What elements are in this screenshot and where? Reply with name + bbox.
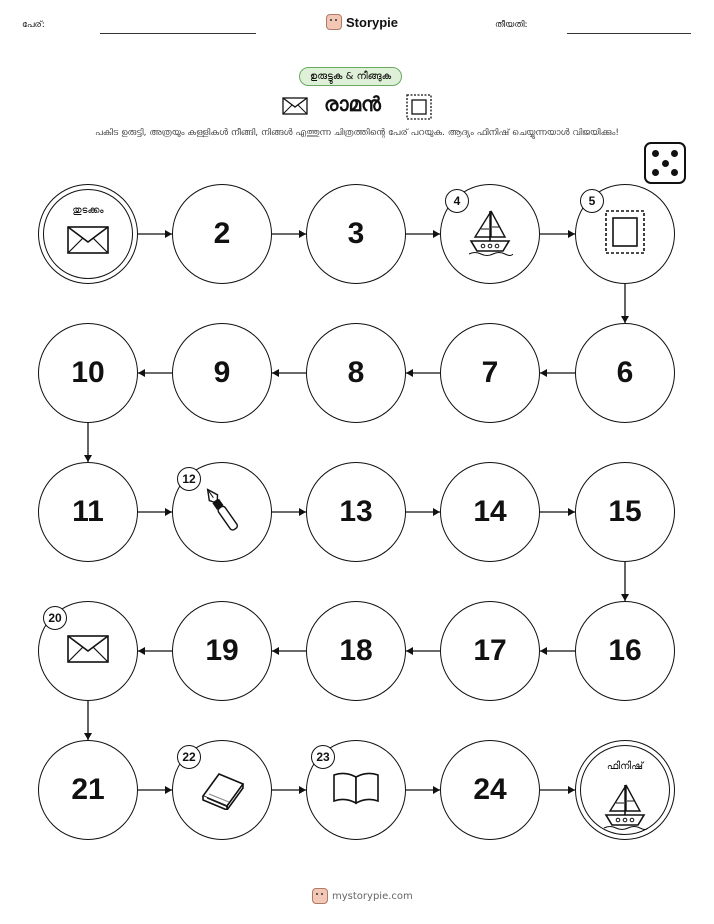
board-space-22: [172, 740, 272, 840]
arrow-5-to-6: [621, 284, 629, 323]
board-space-20: [38, 601, 138, 701]
board-space-3: [306, 184, 406, 284]
space-number: 11: [72, 495, 104, 528]
board-space-16: [575, 601, 675, 701]
board-space-13: [306, 462, 406, 562]
footer-url[interactable]: mystorypie.com: [332, 890, 413, 902]
space-number-badge: 22: [177, 745, 201, 769]
finish-space: [575, 740, 675, 840]
arrow-8-to-9: [272, 369, 306, 377]
board-space-21: [38, 740, 138, 840]
sailboat-icon: [467, 207, 513, 261]
board-space-11: [38, 462, 138, 562]
space-number: 16: [608, 634, 642, 667]
arrow-3-to-4: [406, 230, 440, 238]
stamp-icon: [603, 208, 647, 260]
arrow-11-to-12: [138, 508, 172, 516]
space-number-badge: 23: [311, 745, 335, 769]
arrow-23-to-24: [406, 786, 440, 794]
arrow-4-to-5: [540, 230, 575, 238]
name-label: പേര്:: [22, 20, 45, 30]
space-number: 13: [339, 495, 373, 528]
space-number: 21: [71, 773, 105, 806]
finish-label: ഫിനിഷ്: [606, 761, 644, 772]
arrow-22-to-23: [272, 786, 306, 794]
board-space-12: [172, 462, 272, 562]
arrow-12-to-13: [272, 508, 306, 516]
board-space-4: [440, 184, 540, 284]
arrow-18-to-19: [272, 647, 306, 655]
activity-pill: ഉരുട്ടുക & നീങ്ങുക: [299, 67, 402, 86]
board-space-10: [38, 323, 138, 423]
space-number: 17: [473, 634, 507, 667]
arrow-24-to-25: [540, 786, 575, 794]
open-book-icon: [331, 769, 381, 811]
space-number: 14: [473, 495, 507, 528]
board-space-15: [575, 462, 675, 562]
board-space-7: [440, 323, 540, 423]
space-number-badge: 20: [43, 606, 67, 630]
arrow-9-to-10: [138, 369, 172, 377]
space-number: 7: [481, 356, 499, 389]
footer: [312, 888, 413, 904]
envelope-icon: [66, 634, 110, 668]
space-number: 6: [616, 356, 634, 389]
space-number: 3: [347, 217, 365, 250]
board-space-18: [306, 601, 406, 701]
board-space-17: [440, 601, 540, 701]
board-space-5: [575, 184, 675, 284]
arrow-15-to-16: [621, 562, 629, 601]
storypie-mascot-icon: [312, 888, 328, 904]
start-label: തുടക്കം: [72, 205, 104, 216]
board-space-8: [306, 323, 406, 423]
arrow-13-to-14: [406, 508, 440, 516]
closed-book-icon: [197, 766, 247, 814]
board-space-9: [172, 323, 272, 423]
space-number: 10: [71, 356, 105, 389]
space-number-badge: 12: [177, 467, 201, 491]
arrow-14-to-15: [540, 508, 575, 516]
board-space-19: [172, 601, 272, 701]
arrow-19-to-20: [138, 647, 172, 655]
arrow-2-to-3: [272, 230, 306, 238]
space-number: 9: [213, 356, 231, 389]
date-label: തീയതി:: [495, 20, 528, 30]
space-number: 8: [347, 356, 365, 389]
space-number: 24: [473, 773, 507, 806]
instructions-text: പകിട ഉരുട്ടി, അത്രയും കള്ളികൾ നീങ്ങി, നിങ്ങൾ എത്തുന്ന ചിത്രത്തിന്റെ പേര് പറയുക. ആദ്യം ഫിനിഷ് ചെയ്യുന്നയാൾ വിജയിക്കും!: [95, 128, 619, 138]
arrow-16-to-17: [540, 647, 575, 655]
fountain-pen-icon: [202, 483, 242, 541]
arrow-7-to-8: [406, 369, 440, 377]
board-space-24: [440, 740, 540, 840]
arrow-10-to-11: [84, 423, 92, 462]
space-number: 18: [339, 634, 373, 667]
board-space-23: [306, 740, 406, 840]
sailboat-icon: [576, 781, 674, 835]
board-space-2: [172, 184, 272, 284]
board-space-14: [440, 462, 540, 562]
space-number: 19: [205, 634, 239, 667]
arrow-1-to-2: [138, 230, 172, 238]
arrow-6-to-7: [540, 369, 575, 377]
arrow-17-to-18: [406, 647, 440, 655]
target-name: രാമൻ: [324, 92, 381, 116]
start-space: [38, 184, 138, 284]
envelope-icon: [39, 225, 137, 259]
space-number-badge: 4: [445, 189, 469, 213]
space-number-badge: 5: [580, 189, 604, 213]
board-space-6: [575, 323, 675, 423]
arrow-20-to-21: [84, 701, 92, 740]
space-number: 15: [608, 495, 642, 528]
space-number: 2: [213, 217, 231, 250]
arrow-21-to-22: [138, 786, 172, 794]
brand-name: Storypie: [346, 14, 399, 30]
